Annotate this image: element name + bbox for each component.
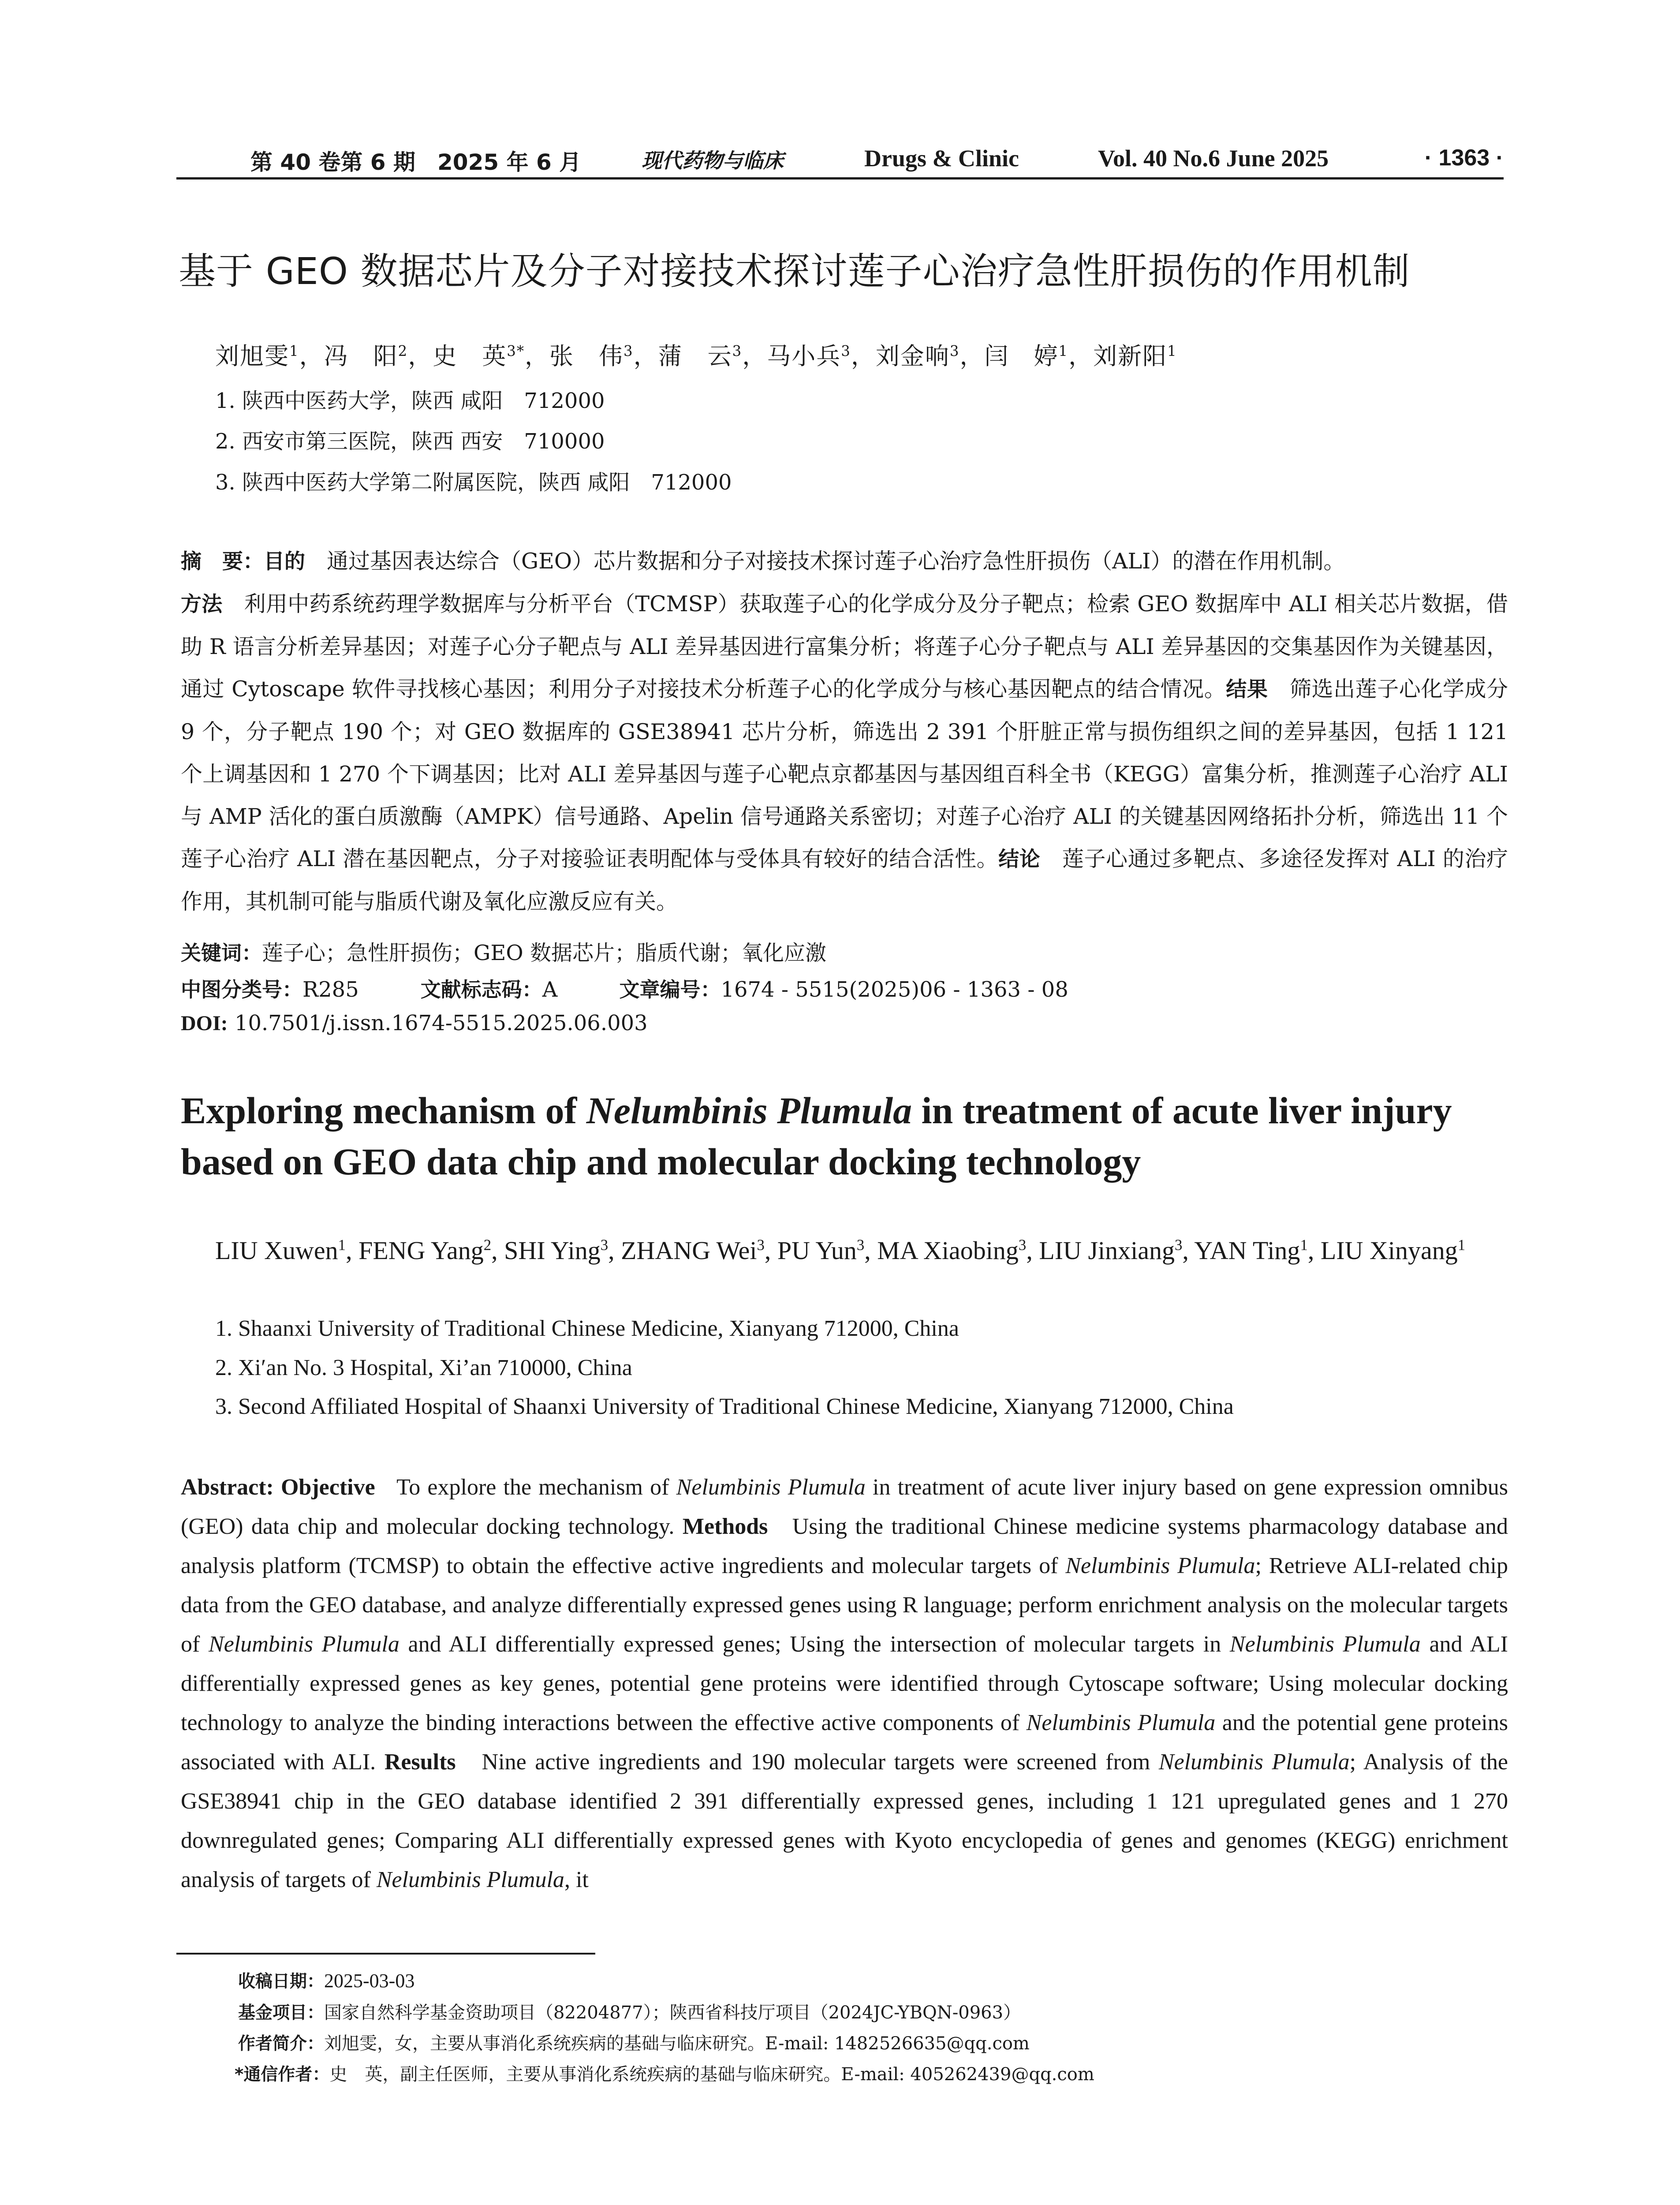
title-en-plant: Nelumbinis Plumula — [586, 1089, 912, 1132]
author-cn: 冯 阳 — [324, 342, 398, 370]
conclusion-label: 结论 — [998, 847, 1041, 871]
affiliation-en-3: 3. Second Affiliated Hospital of Shaanxi University of Traditional Chinese Medicine, Xianyang 712000, China — [215, 1394, 1234, 1419]
affiliation-en-1: 1. Shaanxi University of Traditional Chinese Medicine, Xianyang 712000, China — [215, 1316, 959, 1341]
author-en: LIU Xinyang — [1320, 1236, 1458, 1265]
clc-value: R285 — [302, 977, 359, 1002]
author-en: MA Xiaobing — [877, 1236, 1019, 1265]
affiliation-en-2: 2. Xi′an No. 3 Hospital, Xi’an 710000, China — [215, 1355, 632, 1380]
classification-line — [181, 974, 1068, 1003]
author-cn: 刘金响 — [875, 342, 950, 370]
affiliation-cn-1: 1. 陕西中医药大学，陕西 咸阳 712000 — [215, 389, 605, 413]
plant-name: Nelumbinis Plumula — [1158, 1749, 1350, 1775]
author-sup: 3 — [732, 343, 743, 359]
footnote-corresponding — [235, 2060, 1094, 2085]
methods-en-text: and the potential gene proteins associated with ALI. — [181, 1710, 1508, 1775]
objective-label: 目的 — [264, 549, 305, 574]
abstract-cn — [181, 540, 1508, 923]
objective-en-text: To explore the mechanism of — [396, 1475, 676, 1500]
title-en-part1: Exploring mechanism of — [181, 1089, 586, 1132]
author-bio-value: 刘旭雯，女，主要从事消化系统疾病的基础与临床研究。E-mail: 1482526635@qq.com — [324, 2033, 1030, 2054]
header-journal-cn: 现代药物与临床 — [642, 149, 784, 172]
author-cn: 蒲 云 — [658, 342, 732, 370]
author-sup: 1 — [338, 1236, 346, 1254]
author-sup: 3 — [757, 1236, 765, 1254]
objective-en-text: in treatment of acute liver injury based on gene expression omnibus (GEO) data chip and molecular docking technology. — [181, 1475, 1508, 1539]
methods-en-label: Methods — [682, 1514, 768, 1539]
methods-en-text: ; Retrieve ALI-related chip data from the GEO database, and analyze differentially expressed genes using R language; perform enrichment analysis on the molecular targets of — [181, 1553, 1508, 1657]
author-sup: 2 — [398, 343, 408, 359]
affiliation-cn-3: 3. 陕西中医药大学第二附属医院，陕西 咸阳 712000 — [215, 470, 732, 495]
author-sup: 3 — [1174, 1236, 1183, 1254]
doi-line — [181, 1011, 648, 1035]
author-en: ZHANG Wei — [621, 1236, 757, 1265]
author-sup: 1 — [1167, 343, 1177, 359]
author-sup: 2 — [483, 1236, 492, 1254]
results-en-text: Nine active ingredients and 190 molecular targets were screened from — [482, 1749, 1159, 1775]
fund-value: 国家自然科学基金资助项目（82204877）；陕西省科技厅项目（2024JC-YBQN-0963） — [324, 2003, 1021, 2023]
methods-label: 方法 — [181, 592, 223, 617]
header-volume-en: Vol. 40 No.6 June 2025 — [1098, 145, 1329, 172]
author-cn: 张 伟 — [549, 342, 624, 370]
authors-cn: 刘旭雯$^1$，冯 阳$^2$，史 英$^{3*}$，张 伟$^3$，蒲 云$^3$，马小兵$^3$，刘金响$^3$，闫 婷$^1$，刘新阳$^1$ — [215, 342, 1177, 370]
author-cn: 刘旭雯 — [215, 342, 289, 370]
author-en: LIU Jinxiang — [1039, 1236, 1175, 1265]
author-cn: 闫 婷 — [984, 342, 1059, 370]
author-sup: 3 — [600, 1236, 609, 1254]
corresponding-value: 史 英，副主任医师，主要从事消化系统疾病的基础与临床研究。E-mail: 405262439@qq.com — [329, 2064, 1094, 2085]
author-sup: 1 — [1457, 1236, 1466, 1254]
article-number-label: 文章编号： — [619, 978, 721, 1002]
methods-text: 利用中药系统药理学数据库与分析平台（TCMSP）获取莲子心的化学成分及分子靶点；检索 GEO 数据库中 ALI 相关芯片数据，借助 R 语言分析差异基因；对莲子心分子靶点与 ALI 差异基因进行富集分析；将莲子心分子靶点与 ALI 差异基因的交集基因作为关键基因，通过 Cytoscape 软件寻找核心基因；利用分子对接技术分析莲子心的化学成分与核心基因靶点的结合情况。 — [181, 591, 1508, 702]
author-cn: 史 英 — [433, 342, 507, 370]
author-sup: 3 — [949, 343, 960, 359]
author-cn: 马小兵 — [767, 342, 841, 370]
methods-en-text: and ALI differentially expressed genes; Using the intersection of molecular targets in — [399, 1632, 1230, 1657]
author-en: YAN Ting — [1194, 1236, 1300, 1265]
corresponding-label: *通信作者： — [235, 2065, 330, 2085]
abstract-label: 摘 要： — [181, 549, 264, 574]
doc-code-label: 文献标志码： — [420, 978, 542, 1002]
results-en-text: ; Analysis of the GSE38941 chip in the GEO database identified 2 391 differentially expressed genes, including 1 121 upregulated genes and 1 270 downregulated genes; Comparing ALI differentially expressed genes with Kyoto encyclopedia of genes and genomes (KEGG) enrichment analysis of targets of — [181, 1749, 1508, 1892]
author-sup: 1 — [1058, 343, 1069, 359]
author-bio-label: 作者简介： — [238, 2034, 325, 2054]
conclusion-text: 莲子心通过多靶点、多途径发挥对 ALI 的治疗作用，其机制可能与脂质代谢及氧化应激反应有关。 — [181, 846, 1508, 914]
keywords-text: 莲子心；急性肝损伤；GEO 数据芯片；脂质代谢；氧化应激 — [262, 941, 826, 965]
author-en: SHI Ying — [504, 1236, 601, 1265]
doi-value: 10.7501/j.issn.1674-5515.2025.06.003 — [234, 1011, 648, 1035]
authors-en: LIU Xuwen$^1$, FENG Yang$^2$, SHI Ying$^3$, ZHANG Wei$^3$, PU Yun$^3$, MA Xiaobing$^3$, LIU Jinxiang$^3$, YAN Ting$^1$, LIU Xinyang$^1$ — [215, 1236, 1466, 1265]
objective-text: 通过基因表达综合（GEO）芯片数据和分子对接技术探讨莲子心治疗急性肝损伤（ALI）的潜在作用机制。 — [327, 549, 1345, 574]
abstract-en-label: Abstract: — [181, 1475, 274, 1500]
header-page-number: · 1363 · — [1424, 145, 1504, 171]
plant-name: Nelumbinis Plumula — [676, 1475, 866, 1500]
received-value: 2025-03-03 — [324, 1970, 415, 1992]
author-sup: 3 — [1018, 1236, 1027, 1254]
footnote-divider — [176, 1953, 595, 1955]
results-text: 筛选出莲子心化学成分 9 个，分子靶点 190 个；对 GEO 数据库的 GSE38941 芯片分析，筛选出 2 391 个肝脏正常与损伤组织之间的差异基因，包括 1 121 个上调基因和 1 270 个下调基因；比对 ALI 差异基因与莲子心靶点京都基因与基因组百科全书（KEGG）富集分析，推测莲子心治疗 ALI 与 AMP 活化的蛋白质激酶（AMPK）信号通路、Apelin 信号通路关系密切；对莲子心治疗 ALI 的关键基因网络拓扑分析，筛选出 11 个莲子心治疗 ALI 潜在基因靶点，分子对接验证表明配体与受体具有较好的结合活性。 — [181, 676, 1508, 871]
plant-name: Nelumbinis Plumula — [1065, 1553, 1255, 1578]
keywords-cn — [181, 936, 826, 966]
objective-en-label: Objective — [280, 1475, 375, 1500]
methods-en-text: Using the traditional Chinese medicine systems pharmacology database and analysis platform (TCMSP) to obtain the effective active ingredients and molecular targets of — [181, 1514, 1508, 1578]
title-en-part2: in treatment of acute liver injury based on GEO data chip and molecular docking technology — [181, 1089, 1452, 1183]
author-en: PU Yun — [777, 1236, 857, 1265]
abstract-en — [181, 1468, 1508, 1899]
keywords-label: 关键词： — [181, 941, 262, 965]
title-en — [181, 1085, 1508, 1187]
results-en-label: Results — [384, 1749, 456, 1775]
author-sup: 3 — [841, 343, 851, 359]
article-number-value: 1674 - 5515(2025)06 - 1363 - 08 — [721, 977, 1068, 1002]
results-en-text: , it — [564, 1867, 589, 1892]
footnote-received — [238, 1968, 414, 1992]
running-header — [176, 142, 1504, 179]
author-sup: 1 — [1300, 1236, 1308, 1254]
doi-label: DOI: — [181, 1012, 228, 1035]
footnote-author — [238, 2029, 1030, 2055]
affiliation-cn-2: 2. 西安市第三医院，陕西 西安 710000 — [215, 429, 605, 454]
header-volume-cn: 第 40 卷第 6 期 2025 年 6 月 — [250, 149, 582, 175]
author-sup: 3* — [507, 343, 525, 359]
plant-name: Nelumbinis Plumula — [209, 1632, 399, 1657]
plant-name: Nelumbinis Plumula — [376, 1867, 564, 1892]
fund-label: 基金项目： — [238, 2003, 325, 2023]
author-en: FENG Yang — [358, 1236, 484, 1265]
doc-code-value: A — [542, 977, 558, 1002]
plant-name: Nelumbinis Plumula — [1229, 1632, 1421, 1657]
author-sup: 1 — [289, 343, 299, 359]
received-label: 收稿日期： — [238, 1972, 325, 1992]
footnote-fund — [238, 1999, 1021, 2024]
title-cn: 基于 GEO 数据芯片及分子对接技术探讨莲子心治疗急性肝损伤的作用机制 — [179, 250, 1410, 293]
results-label: 结果 — [1226, 677, 1268, 702]
clc-label: 中图分类号： — [181, 978, 302, 1002]
header-journal-en: Drugs & Clinic — [864, 145, 1019, 172]
author-en: LIU Xuwen — [215, 1236, 338, 1265]
methods-en-text: and ALI differentially expressed genes as key genes, potential gene proteins were identified through Cytoscape software; Using molecular docking technology to analyze the binding interactions between the effective active components of — [181, 1632, 1508, 1735]
plant-name: Nelumbinis Plumula — [1026, 1710, 1216, 1735]
author-cn: 刘新阳 — [1093, 342, 1168, 370]
author-sup: 3 — [623, 343, 634, 359]
author-sup: 3 — [856, 1236, 865, 1254]
